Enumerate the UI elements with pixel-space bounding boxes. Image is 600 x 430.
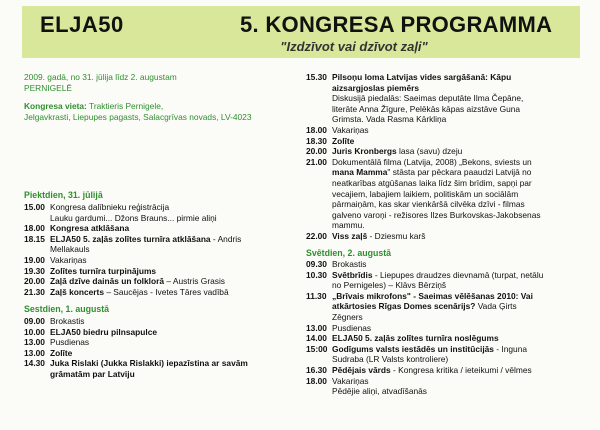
schedule-detail: Brokastis bbox=[50, 315, 85, 326]
schedule-row bbox=[306, 220, 596, 231]
schedule-time: 21.30 bbox=[24, 286, 45, 297]
schedule-text bbox=[332, 323, 596, 334]
schedule-detail: no Pernigeles) – Klāvs Bērziņš bbox=[332, 280, 447, 291]
event-place: PERNIGELĒ bbox=[24, 82, 72, 93]
schedule-row bbox=[24, 276, 294, 287]
schedule-row bbox=[24, 287, 294, 298]
schedule-row bbox=[306, 344, 596, 355]
schedule-detail: Dokumentālā filma (Latvija, 2008) „Bekons, sviests un bbox=[332, 156, 532, 167]
schedule-detail: Pusdienas bbox=[50, 337, 90, 348]
schedule-time: 13.00 bbox=[24, 337, 45, 348]
schedule-row bbox=[306, 354, 596, 365]
schedule-text bbox=[332, 72, 596, 83]
schedule-detail: Vada Ģirts bbox=[475, 301, 517, 312]
schedule-text bbox=[50, 255, 294, 266]
day-heading-friday: Piektdien, 31. jūlijā bbox=[24, 190, 103, 201]
schedule-row bbox=[306, 104, 596, 115]
schedule-detail: lasa (savu) dzeju bbox=[396, 146, 463, 157]
schedule-detail: Sudraba (LR Valsts kontroliere) bbox=[332, 354, 449, 365]
friday-schedule bbox=[24, 202, 294, 297]
schedule-row bbox=[24, 202, 294, 213]
schedule-detail: pārmaiņām, kas skar vienkāršā cilvēka dzīvi - filmas bbox=[332, 199, 525, 210]
schedule-text bbox=[332, 376, 596, 387]
schedule-time: 09.30 bbox=[306, 259, 327, 270]
schedule-row bbox=[306, 323, 596, 334]
schedule-row bbox=[24, 223, 294, 234]
schedule-row bbox=[24, 369, 294, 380]
schedule-text bbox=[332, 93, 596, 104]
left-column bbox=[24, 72, 294, 379]
schedule-text bbox=[50, 266, 294, 277]
schedule-highlight: Zaļā dzīve dainās un folklorā bbox=[50, 276, 165, 287]
schedule-row bbox=[306, 93, 596, 104]
schedule-detail: Mellakauls bbox=[50, 244, 90, 255]
schedule-row bbox=[24, 213, 294, 224]
schedule-time bbox=[306, 312, 332, 323]
schedule-text bbox=[50, 287, 294, 298]
schedule-text bbox=[50, 369, 294, 380]
schedule-time bbox=[306, 199, 332, 210]
schedule-text bbox=[50, 234, 294, 245]
schedule-time bbox=[24, 213, 50, 224]
schedule-highlight: Zolītes turnīra turpinājums bbox=[50, 265, 157, 276]
schedule-time: 10.00 bbox=[24, 326, 45, 337]
schedule-detail: literāte Anna Žīgure, Pelēkās kāpas aizstāve Guna bbox=[332, 103, 521, 114]
schedule-time: 19.00 bbox=[24, 254, 45, 265]
page-title: 5. KONGRESA PROGRAMMA bbox=[240, 12, 553, 37]
saturday-schedule bbox=[24, 316, 294, 380]
schedule-row bbox=[24, 337, 294, 348]
schedule-detail: - Andris bbox=[210, 233, 242, 244]
right-column bbox=[306, 72, 596, 397]
schedule-text bbox=[50, 213, 294, 224]
schedule-row bbox=[306, 270, 596, 281]
schedule-text bbox=[332, 220, 596, 231]
schedule-row bbox=[306, 231, 596, 242]
schedule-text bbox=[332, 178, 596, 189]
schedule-row bbox=[306, 333, 596, 344]
schedule-row bbox=[24, 255, 294, 266]
schedule-detail: Kongresa dalībnieku reģistrācija bbox=[50, 201, 170, 212]
schedule-highlight: Juris Kronbergs bbox=[332, 146, 397, 157]
schedule-row bbox=[306, 386, 596, 397]
schedule-row bbox=[24, 234, 294, 245]
schedule-detail: " stāsta par pēckara paaudzi Latvijā no bbox=[387, 167, 532, 178]
schedule-text bbox=[50, 348, 294, 359]
schedule-row bbox=[306, 146, 596, 157]
schedule-text bbox=[50, 202, 294, 213]
schedule-text bbox=[50, 337, 294, 348]
schedule-row bbox=[306, 259, 596, 270]
schedule-time bbox=[306, 178, 332, 189]
schedule-row bbox=[306, 72, 596, 83]
schedule-highlight: ELJA50 5. zaļās zolītes turnīra noslēgums bbox=[332, 333, 499, 344]
schedule-detail: Lauku gardumi... Džons Brauns... pirmie aliņi bbox=[50, 212, 217, 223]
schedule-time: 22.00 bbox=[306, 230, 327, 241]
schedule-text bbox=[332, 146, 596, 157]
schedule-text bbox=[50, 223, 294, 234]
schedule-highlight: aizsargjoslas piemērs bbox=[332, 82, 420, 93]
schedule-text bbox=[50, 327, 294, 338]
schedule-time: 13.00 bbox=[306, 322, 327, 333]
schedule-text bbox=[50, 276, 294, 287]
schedule-row bbox=[306, 376, 596, 387]
schedule-highlight: Godīgums valsts iestādēs un institūcijās bbox=[332, 343, 494, 354]
schedule-highlight: Pilsoņu loma Latvijas vides sargāšanā: Kāpu bbox=[332, 72, 512, 82]
schedule-time: 18.00 bbox=[306, 124, 327, 135]
venue-name: Traktieris Pernigele, bbox=[86, 101, 164, 112]
schedule-text bbox=[332, 114, 596, 125]
schedule-time bbox=[306, 301, 332, 312]
schedule-detail: vecajiem, labajiem laikiem, politiskām un sociālām bbox=[332, 188, 519, 199]
schedule-row bbox=[306, 312, 596, 323]
schedule-time: 11.30 bbox=[306, 290, 327, 301]
schedule-detail: Diskusijā piedalās: Saeimas deputāte Ilma Čepāne, bbox=[332, 93, 524, 104]
schedule-text bbox=[332, 291, 596, 302]
schedule-detail: galveno varoņi - režisores Ilzes Burkovskas-Jakobsenas bbox=[332, 209, 541, 220]
schedule-time bbox=[306, 354, 332, 365]
schedule-text bbox=[332, 83, 596, 94]
schedule-detail: mammu. bbox=[332, 220, 365, 231]
event-dates: 2009. gadā, no 31. jūlija līdz 2. augustam bbox=[24, 72, 177, 82]
schedule-row bbox=[306, 125, 596, 136]
schedule-text bbox=[50, 244, 294, 255]
schedule-time bbox=[306, 167, 332, 178]
schedule-detail: – Austris Grasis bbox=[164, 276, 225, 287]
schedule-detail: Brokastis bbox=[332, 259, 367, 270]
schedule-text bbox=[50, 316, 294, 327]
day-heading-saturday: Sestdien, 1. augustā bbox=[24, 304, 110, 315]
schedule-time bbox=[306, 83, 332, 94]
schedule-highlight: Zaļš koncerts bbox=[50, 286, 104, 297]
schedule-time bbox=[306, 93, 332, 104]
schedule-text bbox=[332, 344, 596, 355]
schedule-row bbox=[24, 348, 294, 359]
schedule-detail: – Saucējas - Ivetes Tāres vadībā bbox=[104, 286, 229, 297]
schedule-time: 10.30 bbox=[306, 269, 327, 280]
schedule-text bbox=[332, 365, 596, 376]
schedule-row bbox=[306, 210, 596, 221]
schedule-time: 19.30 bbox=[24, 265, 45, 276]
venue-label: Kongresa vieta: bbox=[24, 101, 87, 112]
schedule-highlight: Pēdējais vārds bbox=[332, 365, 391, 376]
schedule-detail: Vakariņas bbox=[332, 124, 369, 135]
day-heading-sunday: Svētdien, 2. augustā bbox=[306, 247, 392, 258]
schedule-text bbox=[332, 199, 596, 210]
schedule-time bbox=[24, 244, 50, 255]
schedule-time bbox=[306, 220, 332, 231]
schedule-text bbox=[332, 333, 596, 344]
schedule-text bbox=[332, 189, 596, 200]
schedule-detail: Grimsta. Vada Rasma Kārkliņa bbox=[332, 114, 447, 125]
schedule-row bbox=[306, 301, 596, 312]
schedule-row bbox=[24, 327, 294, 338]
schedule-detail: neatkarības atgūšanas laika līdz šim brīdim, sapņi par bbox=[332, 177, 532, 188]
schedule-row bbox=[306, 136, 596, 147]
schedule-highlight: Zolīte bbox=[50, 347, 73, 358]
schedule-highlight: Zolīte bbox=[332, 135, 355, 146]
schedule-row bbox=[306, 114, 596, 125]
schedule-highlight: Juka Rislaki (Jukka Rislakki) iepazīstina ar savām bbox=[50, 358, 248, 369]
schedule-highlight: „Brīvais mikrofons" - Saeimas vēlēšanas 2010: Vai bbox=[332, 290, 533, 301]
schedule-detail: - Liepupes draudzes dievnamā (turpat, netālu bbox=[372, 269, 544, 280]
saturday-evening-schedule bbox=[306, 72, 596, 242]
schedule-time: 20.00 bbox=[24, 276, 45, 287]
schedule-row bbox=[24, 358, 294, 369]
schedule-text bbox=[332, 301, 596, 312]
schedule-highlight: Viss zaļš bbox=[332, 230, 368, 241]
schedule-row bbox=[306, 280, 596, 291]
schedule-text bbox=[332, 312, 596, 323]
schedule-text bbox=[332, 210, 596, 221]
schedule-highlight: ELJA50 biedru pilnsapulce bbox=[50, 326, 158, 337]
schedule-detail: Zēgners bbox=[332, 312, 363, 323]
schedule-highlight: ELJA50 5. zaļās zolītes turnīra atklāšana bbox=[50, 233, 211, 244]
schedule-time: 15:00 bbox=[306, 343, 328, 354]
schedule-time: 15.00 bbox=[24, 201, 45, 212]
schedule-time bbox=[306, 189, 332, 200]
schedule-detail: Vakariņas bbox=[332, 375, 369, 386]
schedule-highlight: mana Mamma bbox=[332, 167, 388, 178]
schedule-text bbox=[332, 386, 596, 397]
schedule-detail: - Dziesmu karš bbox=[367, 230, 426, 241]
schedule-time bbox=[306, 104, 332, 115]
schedule-detail: - Inguna bbox=[493, 343, 528, 354]
schedule-time: 14.00 bbox=[306, 333, 327, 344]
schedule-row bbox=[306, 199, 596, 210]
schedule-time bbox=[306, 386, 332, 397]
schedule-text bbox=[332, 259, 596, 270]
sunday-schedule bbox=[306, 259, 596, 397]
schedule-highlight: Svētbrīdis bbox=[332, 269, 373, 280]
header-banner bbox=[22, 6, 580, 58]
schedule-time bbox=[306, 280, 332, 291]
schedule-row bbox=[306, 167, 596, 178]
schedule-text bbox=[332, 354, 596, 365]
schedule-text bbox=[332, 270, 596, 281]
schedule-time bbox=[306, 210, 332, 221]
schedule-detail: - Kongresa kritika / ieteikumi / vēlmes bbox=[390, 365, 532, 376]
schedule-time: 13.00 bbox=[24, 347, 45, 358]
schedule-highlight: grāmatām par Latviju bbox=[50, 368, 135, 379]
org-name: ELJA50 bbox=[40, 12, 124, 37]
schedule-row bbox=[24, 316, 294, 327]
schedule-time: 18.30 bbox=[306, 135, 327, 146]
schedule-time: 18.00 bbox=[306, 375, 327, 386]
schedule-row bbox=[306, 365, 596, 376]
schedule-time: 14.30 bbox=[24, 358, 45, 369]
schedule-row bbox=[306, 291, 596, 302]
schedule-detail: Pēdējie aliņi, atvadīšanās bbox=[332, 386, 427, 397]
page-subtitle: "Izdzīvot vai dzīvot zaļi" bbox=[280, 39, 428, 54]
schedule-row bbox=[306, 83, 596, 94]
schedule-row bbox=[24, 244, 294, 255]
schedule-text bbox=[332, 231, 596, 242]
schedule-time: 21.00 bbox=[306, 156, 327, 167]
schedule-time bbox=[24, 369, 50, 380]
intro-block bbox=[24, 72, 294, 122]
schedule-detail: Vakariņas bbox=[50, 254, 87, 265]
schedule-row bbox=[306, 189, 596, 200]
schedule-text bbox=[332, 280, 596, 291]
schedule-highlight: Kongresa atklāšana bbox=[50, 223, 130, 234]
schedule-text bbox=[332, 125, 596, 136]
schedule-time: 16.30 bbox=[306, 365, 327, 376]
schedule-detail: Pusdienas bbox=[332, 322, 372, 333]
schedule-row bbox=[306, 178, 596, 189]
schedule-text bbox=[332, 157, 596, 168]
schedule-time bbox=[306, 114, 332, 125]
schedule-text bbox=[332, 104, 596, 115]
schedule-text bbox=[332, 167, 596, 178]
schedule-time: 20.00 bbox=[306, 146, 327, 157]
schedule-time: 18.00 bbox=[24, 223, 45, 234]
schedule-time: 09.00 bbox=[24, 315, 45, 326]
venue-line bbox=[24, 101, 294, 112]
schedule-highlight: atkārtosies Rīgas Domes scenārijs? bbox=[332, 301, 476, 312]
schedule-time: 15.30 bbox=[306, 72, 327, 82]
schedule-row bbox=[306, 157, 596, 168]
schedule-text bbox=[332, 136, 596, 147]
schedule-row bbox=[24, 266, 294, 277]
schedule-time: 18.15 bbox=[24, 233, 45, 244]
schedule-text bbox=[50, 358, 294, 369]
venue-address: Jelgavkrasti, Liepupes pagasts, Salacgrīvas novads, LV-4023 bbox=[24, 111, 252, 122]
